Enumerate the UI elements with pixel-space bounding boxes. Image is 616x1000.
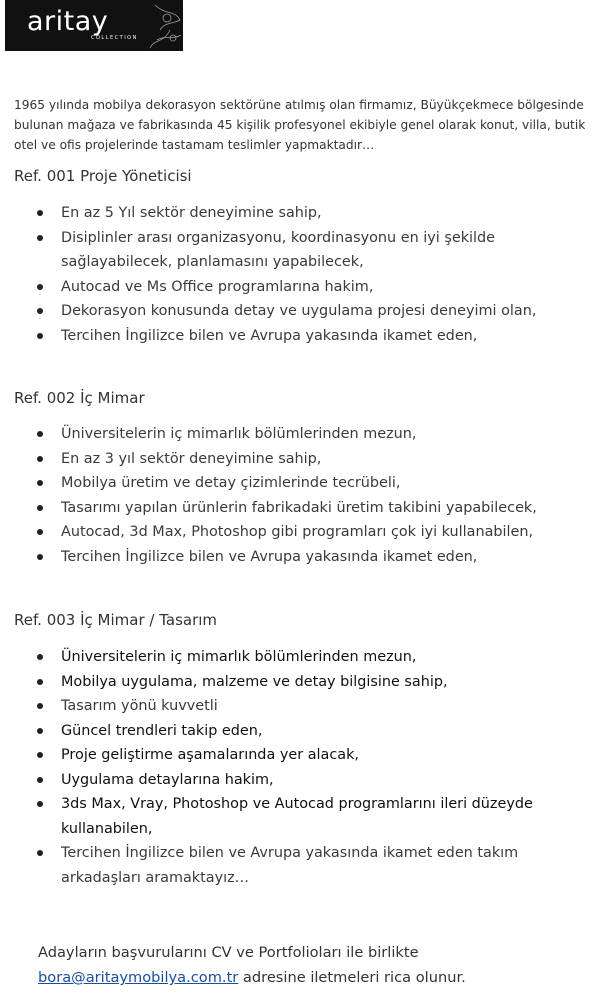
bullet-icon: [37, 529, 43, 535]
bullet-icon: [37, 728, 43, 734]
footer-line-2-text: adresine iletmeleri rica olunur.: [238, 969, 466, 986]
footer-line-2: [38, 965, 608, 990]
email-link[interactable]: bora@aritaymobilya.com.tr: [38, 969, 239, 986]
company-logo: [5, 0, 183, 51]
application-note: [38, 940, 608, 990]
bullet-icon: [37, 431, 43, 437]
list-item: Tercihen İngilizce bilen ve Avrupa yakasında ikamet eden,: [0, 324, 590, 349]
list-item: Mobilya uygulama, malzeme ve detay bilgisine sahip,: [0, 670, 590, 695]
bullet-icon: [37, 210, 43, 216]
bullet-icon: [37, 654, 43, 660]
logo-wordmark: aritay: [27, 6, 109, 37]
ref-003-title: Ref. 003 İç Mimar / Tasarım: [14, 611, 218, 629]
list-item: Üniversitelerin iç mimarlık bölümlerinden mezun,: [0, 645, 590, 670]
ref-003-list: [0, 645, 590, 890]
bullet-icon: [37, 554, 43, 560]
list-item: En az 3 yıl sektör deneyimine sahip,: [0, 447, 590, 472]
bullet-icon: [37, 284, 43, 290]
footer-line-1: Adayların başvurularını CV ve Portfolioları ile birlikte: [38, 944, 419, 961]
list-item: Disiplinler arası organizasyonu, koordinasyonu en iyi şekilde sağlayabilecek, planlamasını yapabilecek,: [0, 226, 590, 275]
bullet-icon: [37, 235, 43, 241]
bullet-icon: [37, 679, 43, 685]
bullet-icon: [37, 850, 43, 856]
list-item: Tercihen İngilizce bilen ve Avrupa yakasında ikamet eden,: [0, 545, 590, 570]
list-item: Tasarımı yapılan ürünlerin fabrikadaki üretim takibini yapabilecek,: [0, 496, 590, 521]
logo-subtitle: COLLECTION: [91, 35, 138, 41]
bullet-icon: [37, 777, 43, 783]
bullet-icon: [37, 308, 43, 314]
list-item: Güncel trendleri takip eden,: [0, 719, 590, 744]
list-item: Autocad ve Ms Office programlarına hakim,: [0, 275, 590, 300]
bullet-icon: [37, 801, 43, 807]
bullet-icon: [37, 505, 43, 511]
bullet-icon: [37, 333, 43, 339]
list-item: 3ds Max, Vray, Photoshop ve Autocad programlarını ileri düzeyde kullanabilen,: [0, 792, 590, 841]
list-item: Üniversitelerin iç mimarlık bölümlerinden mezun,: [0, 422, 590, 447]
bullet-icon: [37, 752, 43, 758]
ref-002-title: Ref. 002 İç Mimar: [14, 389, 145, 407]
intro-paragraph: 1965 yılında mobilya dekorasyon sektörüne atılmış olan firmamız, Büyükçekmece bölgesinde bulunan mağaza ve fabrikasında 45 kişilik profesyonel ekibiyle genel olarak konut, villa, butik otel ve ofis projelerinde tastamam teslimler yapmaktadır…: [14, 98, 586, 152]
list-item: En az 5 Yıl sektör deneyimine sahip,: [0, 201, 590, 226]
ref-001-title: Ref. 001 Proje Yöneticisi: [14, 167, 192, 185]
list-item: Dekorasyon konusunda detay ve uygulama projesi deneyimi olan,: [0, 299, 590, 324]
list-item: Proje geliştirme aşamalarında yer alacak,: [0, 743, 590, 768]
ref-002-list: [0, 422, 590, 569]
list-item: Tasarım yönü kuvvetli: [0, 694, 590, 719]
bullet-icon: [37, 703, 43, 709]
list-item: Autocad, 3d Max, Photoshop gibi programları çok iyi kullanabilen,: [0, 520, 590, 545]
bullet-icon: [37, 480, 43, 486]
list-item: Mobilya üretim ve detay çizimlerinde tecrübeli,: [0, 471, 590, 496]
list-item: Tercihen İngilizce bilen ve Avrupa yakasında ikamet eden takım arkadaşları aramaktayız…: [0, 841, 590, 890]
ref-001-list: [0, 201, 590, 348]
bullet-icon: [37, 456, 43, 462]
list-item: Uygulama detaylarına hakim,: [0, 768, 590, 793]
